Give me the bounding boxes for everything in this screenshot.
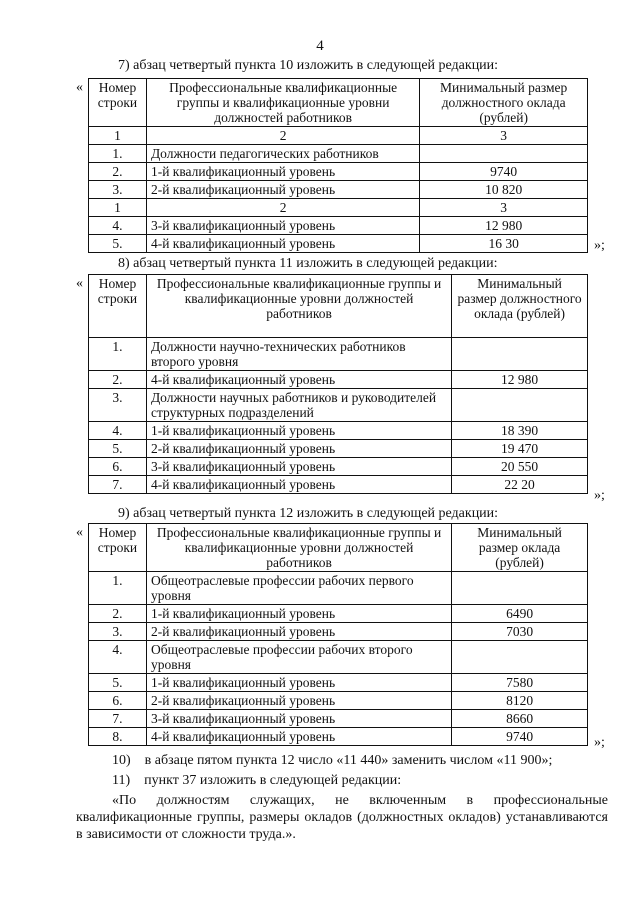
table-row — [89, 623, 588, 641]
header-col1: Номер строки — [89, 524, 147, 572]
row-name: 4-й квалификационный уровень — [146, 476, 451, 494]
row-name: Общеотраслевые профессии рабочих второго уровня — [146, 641, 451, 674]
row-name: 3-й квалификационный уровень — [146, 458, 451, 476]
row-name: 2-й квалификационный уровень — [146, 692, 451, 710]
item9-open-quote: « — [76, 525, 83, 540]
row-value — [452, 572, 588, 605]
row-name: 2-й квалификационный уровень — [146, 440, 451, 458]
row-value: 8120 — [452, 692, 588, 710]
page-number: 4 — [316, 38, 324, 54]
row-number: 2. — [89, 605, 147, 623]
table-row — [89, 605, 588, 623]
row-value — [452, 338, 588, 371]
item8-intro: 8) абзац четвертый пункта 11 изложить в следующей редакции: — [118, 256, 498, 271]
row-value — [452, 389, 588, 422]
table-header-row — [89, 275, 588, 338]
item7-open-quote: « — [76, 80, 83, 95]
table-row — [89, 163, 588, 181]
row-value: 9740 — [420, 163, 588, 181]
row-value — [420, 145, 588, 163]
row-value: 16 30 — [420, 235, 588, 253]
item9-intro: 9) абзац четвертый пункта 12 изложить в следующей редакции: — [118, 506, 499, 521]
header-col1: Номер строки — [89, 275, 147, 338]
table-row — [89, 389, 588, 422]
row-value: 6490 — [452, 605, 588, 623]
table-row — [89, 674, 588, 692]
row-number: 3. — [89, 389, 147, 422]
row-value: 22 20 — [452, 476, 588, 494]
row-value: 10 820 — [420, 181, 588, 199]
row-number: 2. — [89, 163, 147, 181]
header-col2: Профессиональные квалификационные группы и квалификационные уровни должностей работников — [146, 275, 451, 338]
row-name: 1-й квалификационный уровень — [146, 605, 451, 623]
row-value: 12 980 — [420, 217, 588, 235]
row-number: 4. — [89, 422, 147, 440]
row-number: 5. — [89, 674, 147, 692]
index-cell: 2 — [146, 199, 419, 217]
row-name: 2-й квалификационный уровень — [146, 181, 419, 199]
table-row — [89, 235, 588, 253]
row-name: 1-й квалификационный уровень — [146, 163, 419, 181]
index-cell: 3 — [420, 199, 588, 217]
table-header-row — [89, 524, 588, 572]
item9-table — [88, 523, 588, 746]
row-number: 8. — [89, 728, 147, 746]
item11-text: 11) пункт 37 изложить в следующей редакции: — [112, 773, 402, 788]
index-cell: 3 — [420, 127, 588, 145]
table-row — [89, 728, 588, 746]
row-name: 1-й квалификационный уровень — [146, 674, 451, 692]
row-number: 6. — [89, 692, 147, 710]
row-value — [452, 641, 588, 674]
row-number: 3. — [89, 181, 147, 199]
row-name: Общеотраслевые профессии рабочих первого уровня — [146, 572, 451, 605]
row-name: 2-й квалификационный уровень — [146, 623, 451, 641]
row-value: 12 980 — [452, 371, 588, 389]
table-row — [89, 422, 588, 440]
header-col3: Минимальный размер должностного оклада (рублей) — [420, 79, 588, 127]
header-col2: Профессиональные квалификационные группы и квалификационные уровни должностей работников — [146, 79, 419, 127]
item9-close-quote: »; — [594, 735, 605, 750]
table-row — [89, 710, 588, 728]
item7-close-quote: »; — [594, 238, 605, 253]
table-row — [89, 572, 588, 605]
row-name: 4-й квалификационный уровень — [146, 371, 451, 389]
row-value: 8660 — [452, 710, 588, 728]
row-number: 1. — [89, 572, 147, 605]
row-name: 1-й квалификационный уровень — [146, 422, 451, 440]
row-name: Должности педагогических работников — [146, 145, 419, 163]
final-paragraph: «По должностям служащих, не включенным в профессиональные квалификационные группы, размеры окладов (должностных окладов) устанавливаются в зависимости от сложности труда.». — [76, 793, 608, 842]
table-index-row — [89, 127, 588, 145]
table-row — [89, 440, 588, 458]
item8-open-quote: « — [76, 276, 83, 291]
row-number: 3. — [89, 623, 147, 641]
index-cell: 2 — [146, 127, 419, 145]
row-number: 4. — [89, 217, 147, 235]
table-row — [89, 641, 588, 674]
row-name: 4-й квалификационный уровень — [146, 728, 451, 746]
row-name: 3-й квалификационный уровень — [146, 710, 451, 728]
table-row — [89, 338, 588, 371]
row-number: 2. — [89, 371, 147, 389]
row-value: 18 390 — [452, 422, 588, 440]
row-name: 4-й квалификационный уровень — [146, 235, 419, 253]
header-col3: Минимальный размер должностного оклада (рублей) — [452, 275, 588, 338]
row-value: 19 470 — [452, 440, 588, 458]
row-number: 7. — [89, 710, 147, 728]
table-row — [89, 181, 588, 199]
row-number: 5. — [89, 440, 147, 458]
row-number: 7. — [89, 476, 147, 494]
header-col2: Профессиональные квалификационные группы и квалификационные уровни должностей работников — [146, 524, 451, 572]
row-number: 5. — [89, 235, 147, 253]
row-number: 1. — [89, 338, 147, 371]
item7-intro: 7) абзац четвертый пункта 10 изложить в следующей редакции: — [118, 58, 499, 73]
table-row — [89, 692, 588, 710]
index-cell: 1 — [89, 199, 147, 217]
row-name: Должности научно-технических работников второго уровня — [146, 338, 451, 371]
row-value: 20 550 — [452, 458, 588, 476]
table-row — [89, 458, 588, 476]
row-number: 4. — [89, 641, 147, 674]
item8-close-quote: »; — [594, 488, 605, 503]
row-number: 1. — [89, 145, 147, 163]
item8-table — [88, 274, 588, 494]
row-name: 3-й квалификационный уровень — [146, 217, 419, 235]
table-row — [89, 217, 588, 235]
row-number: 6. — [89, 458, 147, 476]
row-name: Должности научных работников и руководителей структурных подразделений — [146, 389, 451, 422]
table-row — [89, 145, 588, 163]
row-value: 7030 — [452, 623, 588, 641]
header-col1: Номер строки — [89, 79, 147, 127]
table-header-row — [89, 79, 588, 127]
table-row — [89, 476, 588, 494]
table-index-row — [89, 199, 588, 217]
table-row — [89, 371, 588, 389]
item10-text: 10) в абзаце пятом пункта 12 число «11 440» заменить числом «11 900»; — [112, 753, 553, 768]
header-col3: Минимальный размер оклада (рублей) — [452, 524, 588, 572]
item7-table — [88, 78, 588, 253]
index-cell: 1 — [89, 127, 147, 145]
row-value: 7580 — [452, 674, 588, 692]
row-value: 9740 — [452, 728, 588, 746]
